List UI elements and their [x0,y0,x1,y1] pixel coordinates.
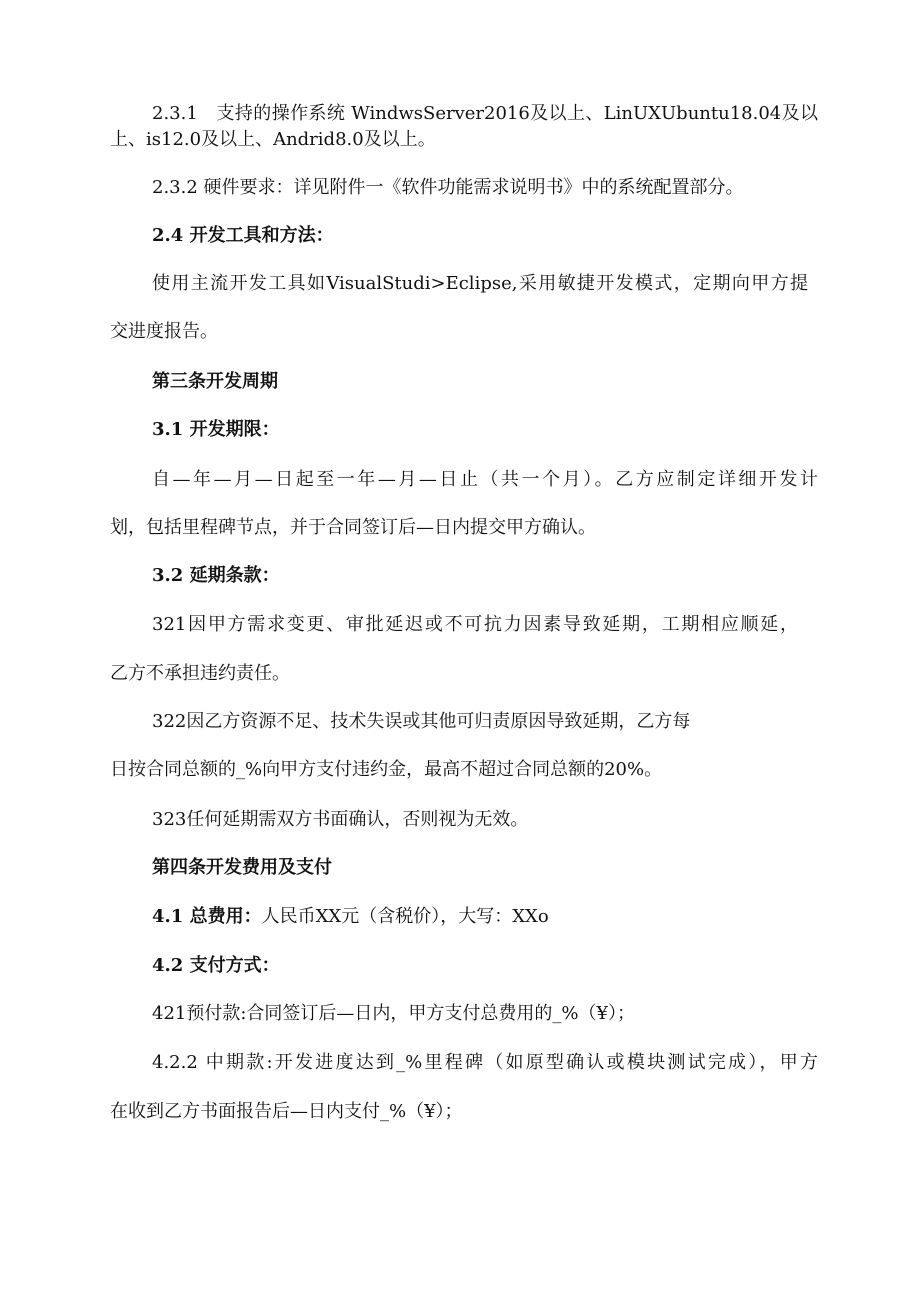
clause-4-2-2-line-2: 在收到乙方书面报告后—日内支付_%（¥）； [110,1101,463,1122]
clause-3-2-2-line-2: 日按合同总额的_%向甲方支付违约金，最高不超过合同总额的20%。 [110,759,663,780]
dev-period-line-1: 自—年—月—日起至一年—月—日止（共一个月）。乙方应制定详细开发计 [152,469,818,490]
clause-4-2-1: 421预付款:合同签订后—日内，甲方支付总费用的_%（¥）； [152,1003,635,1024]
clause-3-2-1-line-1: 321因甲方需求变更、审批延迟或不可抗力因素导致延期，工期相应顺延， [152,614,798,635]
section-4-2-heading: 4.2 支付方式： [152,955,280,976]
section-4-1-value: 人民币XX元（含税价），大写：XXo [261,906,549,927]
section-4-1-label: 4.1 总费用： [152,906,262,927]
section-4-1 [152,905,549,929]
clause-2-3-2: 2.3.2 硬件要求：详见附件一《软件功能需求说明书》中的系统配置部分。 [152,177,744,198]
clause-3-2-1-line-2: 乙方不承担违约责任。 [110,663,290,684]
dev-period-line-2: 划，包括里程碑节点，并于合同签订后—日内提交甲方确认。 [110,517,596,538]
dev-tools-line-1: 使用主流开发工具如VisualStudi>Eclipse,采用敏捷开发模式，定期向甲方提 [152,273,808,294]
article-4-heading: 第四条开发费用及支付 [152,857,332,878]
clause-3-2-2-line-1: 322因乙方资源不足、技术失误或其他可归责原因导致延期，乙方每 [152,711,691,732]
clause-3-2-3: 323任何延期需双方书面确认，否则视为无效。 [152,809,529,830]
clause-2-3-1-line-1: 2.3.1 支持的操作系统 WindwsServer2016及以上、LinUXUbuntu18.04及以 [152,103,818,124]
clause-2-3-1-line-2: 上、is12.0及以上、Andrid8.0及以上。 [110,129,436,150]
dev-tools-line-2: 交进度报告。 [110,321,218,342]
section-3-2-heading: 3.2 延期条款： [152,565,280,586]
clause-4-2-2-line-1: 4.2.2 中期款:开发进度达到_%里程碑（如原型确认或模块测试完成），甲方 [152,1052,818,1073]
section-3-1-heading: 3.1 开发期限： [152,419,280,440]
article-3-heading: 第三条开发周期 [152,371,278,392]
section-2-4-heading: 2.4 开发工具和方法： [152,225,334,246]
